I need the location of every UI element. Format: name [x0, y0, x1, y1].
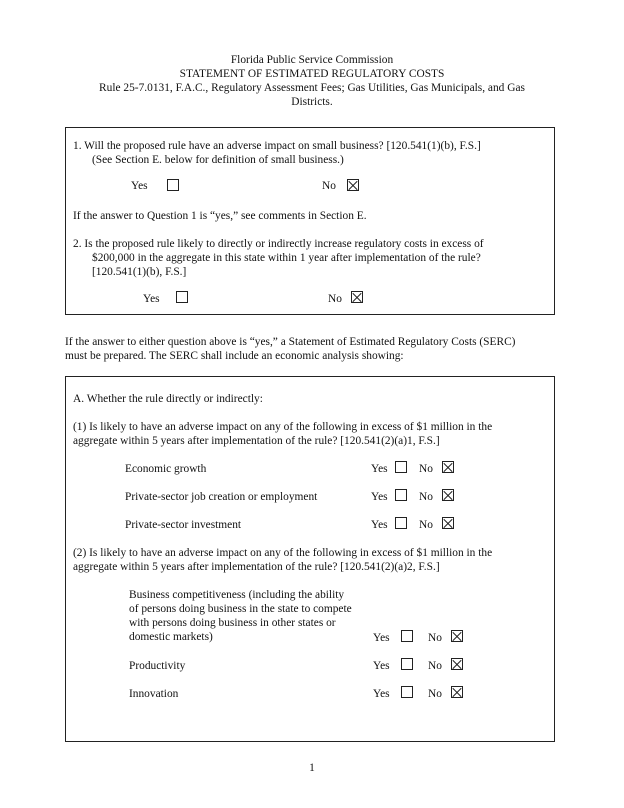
innovation-no-checkbox[interactable] [451, 686, 463, 698]
economic-growth-yes-checkbox[interactable] [395, 461, 407, 473]
question-1-followup: If the answer to Question 1 is “yes,” see comments in Section E. [73, 210, 367, 222]
business-competitiveness-label-2: of persons doing business in the state to compete [129, 603, 352, 615]
document-title: STATEMENT OF ESTIMATED REGULATORY COSTS [179, 68, 445, 80]
job-creation-no-label: No [419, 491, 433, 503]
private-investment-no-label: No [419, 519, 433, 531]
job-creation-no-checkbox[interactable] [442, 489, 454, 501]
competitiveness-yes-checkbox[interactable] [401, 630, 413, 642]
question-2: 2. Is the proposed rule likely to directly or indirectly increase regulatory costs in excess of [73, 238, 484, 250]
economic-growth-no-checkbox[interactable] [442, 461, 454, 473]
competitiveness-no-checkbox[interactable] [451, 630, 463, 642]
q1-yes-checkbox[interactable] [167, 179, 179, 191]
economic-growth-no-label: No [419, 463, 433, 475]
q2-yes-label: Yes [143, 293, 160, 305]
q1-no-label: No [322, 180, 336, 192]
section-a1-question-cont: aggregate within 5 years after implementation of the rule? [120.541(2)(a)1, F.S.] [73, 435, 440, 447]
section-a2-question: (2) Is likely to have an adverse impact on any of the following in excess of $1 million in the [73, 547, 493, 559]
productivity-yes-checkbox[interactable] [401, 658, 413, 670]
private-investment-no-checkbox[interactable] [442, 517, 454, 529]
job-creation-yes-checkbox[interactable] [395, 489, 407, 501]
question-1-note: (See Section E. below for definition of small business.) [92, 154, 344, 166]
business-competitiveness-label: Business competitiveness (including the ability [129, 589, 345, 601]
private-investment-yes-checkbox[interactable] [395, 517, 407, 529]
innovation-yes-checkbox[interactable] [401, 686, 413, 698]
productivity-no-checkbox[interactable] [451, 658, 463, 670]
job-creation-yes-label: Yes [371, 491, 388, 503]
q2-no-checkbox[interactable] [351, 291, 363, 303]
innovation-label: Innovation [129, 688, 179, 700]
section-a2-question-cont: aggregate within 5 years after implementation of the rule? [120.541(2)(a)2, F.S.] [73, 561, 440, 573]
productivity-label: Productivity [129, 660, 186, 672]
page-number: 1 [309, 762, 315, 774]
business-competitiveness-label-3: with persons doing business in other states or [129, 617, 336, 629]
section-a1-question: (1) Is likely to have an adverse impact on any of the following in excess of $1 million in the [73, 421, 493, 433]
innovation-yes-label: Yes [373, 688, 390, 700]
competitiveness-yes-label: Yes [373, 632, 390, 644]
job-creation-label: Private-sector job creation or employment [125, 491, 318, 503]
private-investment-yes-label: Yes [371, 519, 388, 531]
section-a-heading: A. Whether the rule directly or indirectly: [73, 393, 263, 405]
question-2-citation: [120.541(1)(b), F.S.] [92, 266, 187, 278]
q2-yes-checkbox[interactable] [176, 291, 188, 303]
economic-growth-yes-label: Yes [371, 463, 388, 475]
business-competitiveness-label-4: domestic markets) [129, 631, 213, 643]
agency-name: Florida Public Service Commission [230, 54, 394, 66]
competitiveness-no-label: No [428, 632, 442, 644]
q1-yes-label: Yes [131, 180, 148, 192]
q1-no-checkbox[interactable] [347, 179, 359, 191]
serc-intro-cont: must be prepared. The SERC shall include an economic analysis showing: [65, 350, 404, 362]
innovation-no-label: No [428, 688, 442, 700]
rule-citation: Rule 25-7.0131, F.A.C., Regulatory Assessment Fees; Gas Utilities, Gas Municipals, and Gas [99, 82, 525, 94]
question-1: 1. Will the proposed rule have an adverse impact on small business? [120.541(1)(b), F.S.] [73, 140, 481, 152]
productivity-yes-label: Yes [373, 660, 390, 672]
q2-no-label: No [328, 293, 342, 305]
productivity-no-label: No [428, 660, 442, 672]
serc-intro: If the answer to either question above is “yes,” a Statement of Estimated Regulatory Costs (SERC) [65, 336, 516, 348]
economic-growth-label: Economic growth [125, 463, 207, 475]
question-2-cont: $200,000 in the aggregate in this state within 1 year after implementation of the rule? [92, 252, 481, 264]
private-investment-label: Private-sector investment [125, 519, 242, 531]
rule-citation-cont: Districts. [291, 96, 333, 108]
